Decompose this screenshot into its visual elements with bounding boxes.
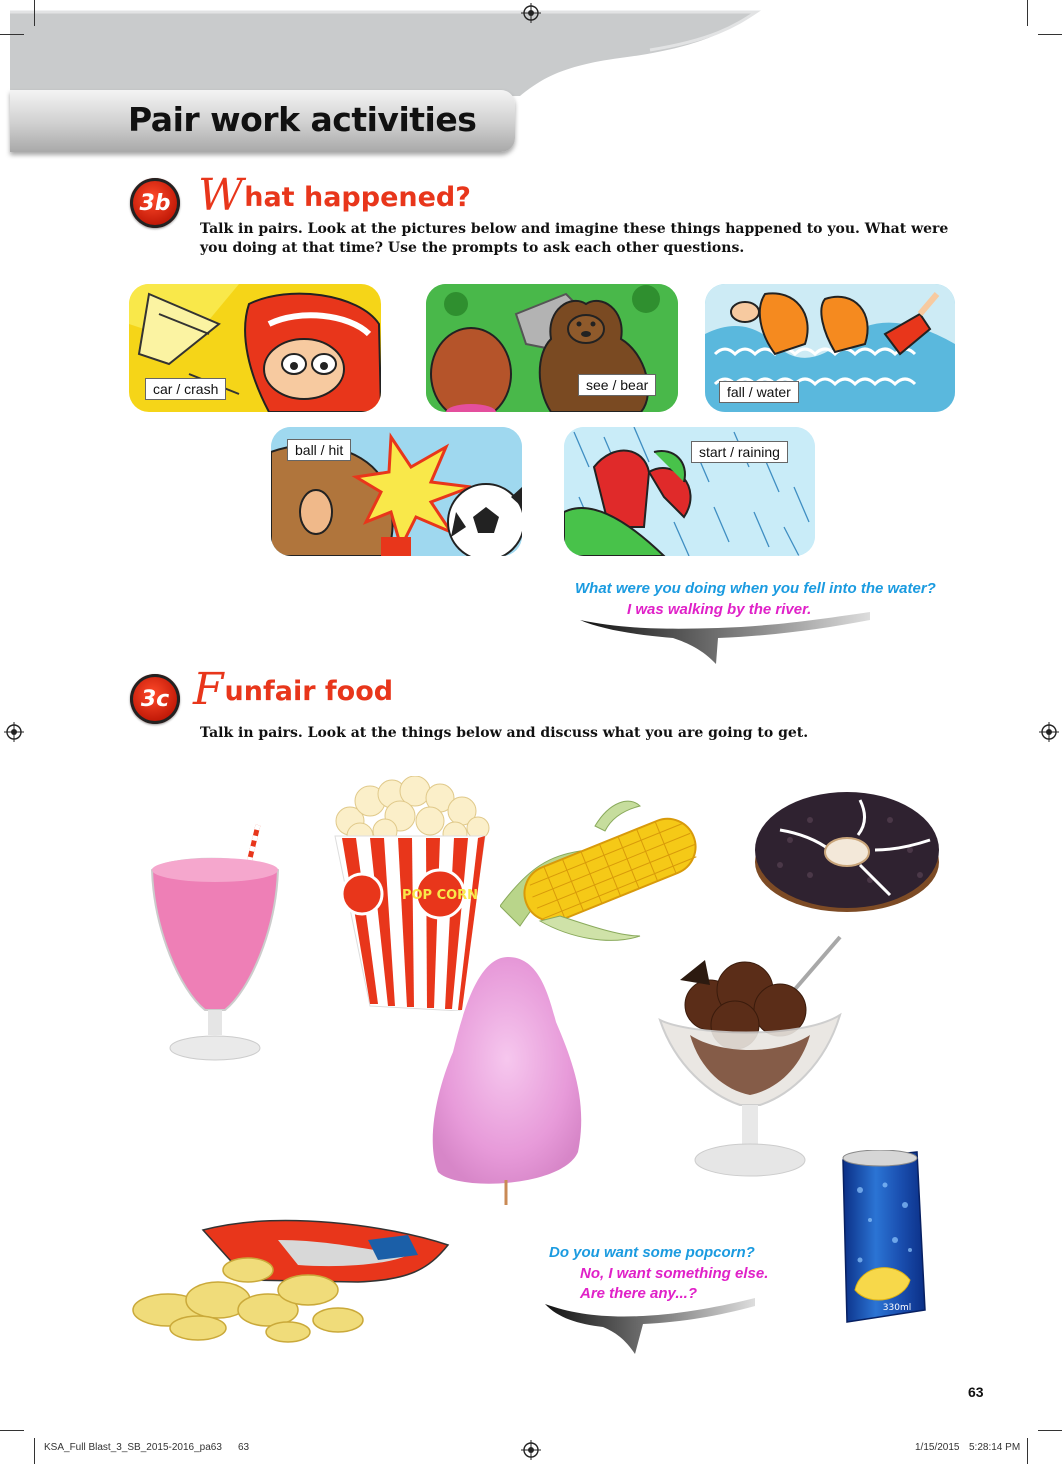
crop-mark <box>1038 1430 1062 1431</box>
example-question-3c: Do you want some popcorn? <box>549 1244 755 1261</box>
footer-page: 63 <box>238 1442 250 1453</box>
cotton-candy-icon <box>428 952 588 1207</box>
section-badge-3b: 3b <box>130 178 180 228</box>
example-question-3b: What were you doing when you fell into the water? <box>575 580 936 597</box>
example-answer-3c-line2: Are there any...? <box>580 1285 697 1302</box>
section-title-3c <box>193 664 393 715</box>
footer-date: 1/15/2015 <box>915 1442 960 1453</box>
page-title: Pair work activities <box>128 100 477 139</box>
example-answer-3b: I was walking by the river. <box>627 601 812 618</box>
crop-mark <box>1027 0 1028 26</box>
registration-mark-icon <box>1039 722 1059 742</box>
panel-label: start / raining <box>691 441 788 463</box>
crop-mark <box>1038 34 1062 35</box>
section-badge-3c: 3c <box>130 674 180 724</box>
section-title-rest: unfair food <box>224 676 394 707</box>
popcorn-box-text: POP CORN <box>401 888 479 903</box>
crop-mark <box>34 0 35 26</box>
panel-label: see / bear <box>578 374 656 396</box>
panel-label: ball / hit <box>287 439 351 461</box>
panel-ball-hit <box>271 427 522 556</box>
section-instructions-3c: Talk in pairs. Look at the things below and discuss what you are going to get. <box>200 725 809 741</box>
crop-mark <box>0 34 24 35</box>
footer-time: 5:28:14 PM <box>969 1442 1021 1453</box>
registration-mark-icon <box>521 3 541 23</box>
registration-mark-icon <box>4 722 24 742</box>
panel-label: fall / water <box>719 381 799 403</box>
example-answer-3c-line1: No, I want something else. <box>580 1265 769 1282</box>
section-title-3b <box>198 170 471 221</box>
speech-bubble-tail-icon <box>543 1294 758 1359</box>
page-number: 63 <box>968 1384 984 1400</box>
soda-can-icon <box>825 1150 935 1325</box>
crop-mark <box>1027 1438 1028 1464</box>
section-title-rest: hat happened? <box>244 182 471 213</box>
crop-mark <box>34 1438 35 1464</box>
registration-mark-icon <box>521 1440 541 1460</box>
panel-raining <box>564 427 815 556</box>
milkshake-icon <box>140 820 290 1070</box>
panel-car-crash <box>129 284 381 412</box>
section-title-initial: F <box>193 664 224 715</box>
crisps-icon <box>128 1210 450 1345</box>
soda-can-text: 330ml <box>882 1303 912 1313</box>
sundae-icon <box>650 935 850 1195</box>
section-title-initial: W <box>198 170 244 221</box>
footer-file-name: KSA_Full Blast_3_SB_2015-2016_pa63 <box>44 1442 222 1453</box>
doughnut-icon <box>750 780 945 920</box>
panel-bear <box>426 284 678 412</box>
panel-fall-water <box>705 284 955 412</box>
section-instructions-3b: Talk in pairs. Look at the pictures below and imagine these things happened to you. What were you doing at that time? Use the prompts to ask each other questions. <box>200 221 949 256</box>
crop-mark <box>0 1430 24 1431</box>
speech-bubble-tail-icon <box>578 608 873 670</box>
corn-icon <box>500 796 710 946</box>
panel-label: car / crash <box>145 378 226 400</box>
